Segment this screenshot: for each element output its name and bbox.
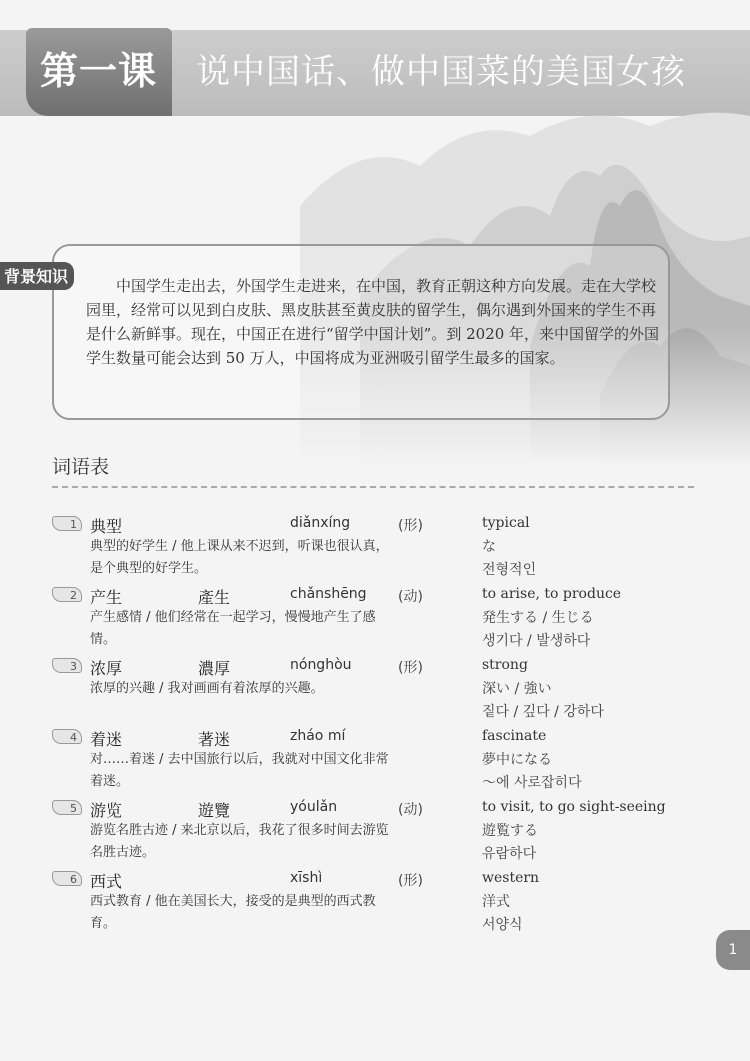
vocab-heading: 词语表 bbox=[52, 456, 110, 478]
word-english: western bbox=[482, 870, 540, 886]
word-example: 产生感情 / 他们经常在一起学习，慢慢地产生了感情。 bbox=[90, 610, 376, 647]
page-number-tab: 1 bbox=[716, 930, 750, 970]
word-pos: (形) bbox=[398, 873, 423, 889]
lesson-number: 第一课 bbox=[40, 48, 158, 93]
word-pinyin: nónghòu bbox=[290, 657, 352, 673]
word-example: 浓厚的兴趣 / 我对画画有着浓厚的兴趣。 bbox=[90, 681, 324, 696]
word-pos: (动) bbox=[398, 589, 423, 605]
word-traditional: 濃厚 bbox=[198, 659, 231, 678]
word-simplified: 浓厚 bbox=[90, 659, 123, 678]
word-pinyin: yóulǎn bbox=[290, 799, 338, 815]
word-simplified: 西式 bbox=[90, 872, 123, 891]
word-korean: 유람하다 bbox=[482, 846, 537, 862]
word-english: to visit, to go sight-seeing bbox=[482, 799, 666, 815]
entry-number-badge: 1 bbox=[52, 516, 82, 531]
word-english: to arise, to produce bbox=[482, 586, 622, 602]
word-japanese: 深い / 強い bbox=[482, 681, 552, 697]
intro-tag: 背景知识 bbox=[0, 262, 74, 290]
word-pos: (动) bbox=[398, 802, 423, 818]
word-example: 典型的好学生 / 他上课从来不迟到，听课也很认真，是个典型的好学生。 bbox=[90, 539, 389, 576]
word-japanese: 洋式 bbox=[482, 894, 510, 910]
vocab-entry bbox=[52, 585, 702, 655]
intro-text: 中国学生走出去，外国学生走进来，在中国，教育正朝这种方向发展。走在大学校园里，经常可以见到白皮肤、黑皮肤甚至黄皮肤的留学生，偶尔遇到外国来的学生不再是什么新鲜事。现在，中国正在进行“留学中国计划”。到 2020 年，来中国留学的外国学生数量可能会达到 50 万人，中国将成为亚洲吸引留学生最多的国家。 bbox=[86, 277, 660, 367]
word-japanese: 遊覧する bbox=[482, 823, 538, 839]
word-korean: 짙다 / 깊다 / 강하다 bbox=[482, 704, 604, 720]
word-example: 游览名胜古迹 / 来北京以后，我花了很多时间去游览名胜古迹。 bbox=[90, 823, 389, 860]
entry-number-badge: 5 bbox=[52, 800, 82, 815]
word-japanese: 夢中になる bbox=[482, 752, 552, 768]
word-simplified: 典型 bbox=[90, 517, 123, 536]
word-traditional: 著迷 bbox=[198, 730, 231, 749]
vocab-entry bbox=[52, 869, 702, 939]
word-traditional: 遊覽 bbox=[198, 801, 231, 820]
lesson-title: 说中国话、做中国菜的美国女孩 bbox=[196, 52, 686, 92]
entry-number-badge: 2 bbox=[52, 587, 82, 602]
entry-number-badge: 6 bbox=[52, 871, 82, 886]
word-english: strong bbox=[482, 657, 528, 673]
entry-number-badge: 4 bbox=[52, 729, 82, 744]
word-pinyin: chǎnshēng bbox=[290, 586, 367, 602]
dashed-divider bbox=[52, 486, 694, 488]
word-pinyin: zháo mí bbox=[290, 728, 346, 744]
word-simplified: 产生 bbox=[90, 588, 123, 607]
word-english: typical bbox=[482, 515, 530, 531]
word-english: fascinate bbox=[482, 728, 547, 744]
word-korean: ～에 사로잡히다 bbox=[482, 775, 582, 791]
entry-number-badge: 3 bbox=[52, 658, 82, 673]
word-japanese: な bbox=[482, 539, 496, 555]
vocab-entry bbox=[52, 514, 702, 584]
word-korean: 전형적인 bbox=[482, 562, 537, 578]
word-korean: 생기다 / 발생하다 bbox=[482, 633, 591, 649]
word-example: 西式教育 / 他在美国长大，接受的是典型的西式教育。 bbox=[90, 894, 376, 931]
word-korean: 서양식 bbox=[482, 917, 523, 933]
word-pinyin: diǎnxíng bbox=[290, 515, 351, 531]
vocab-entry bbox=[52, 727, 702, 797]
word-simplified: 着迷 bbox=[90, 730, 123, 749]
word-pos: (形) bbox=[398, 518, 423, 534]
vocab-entry bbox=[52, 656, 702, 726]
vocab-entry bbox=[52, 798, 702, 868]
word-traditional: 產生 bbox=[198, 588, 231, 607]
word-pos: (形) bbox=[398, 660, 423, 676]
word-pinyin: xīshì bbox=[290, 870, 323, 886]
word-japanese: 発生する / 生じる bbox=[482, 610, 594, 626]
word-example: 对……着迷 / 去中国旅行以后，我就对中国文化非常着迷。 bbox=[90, 752, 389, 789]
word-simplified: 游览 bbox=[90, 801, 123, 820]
